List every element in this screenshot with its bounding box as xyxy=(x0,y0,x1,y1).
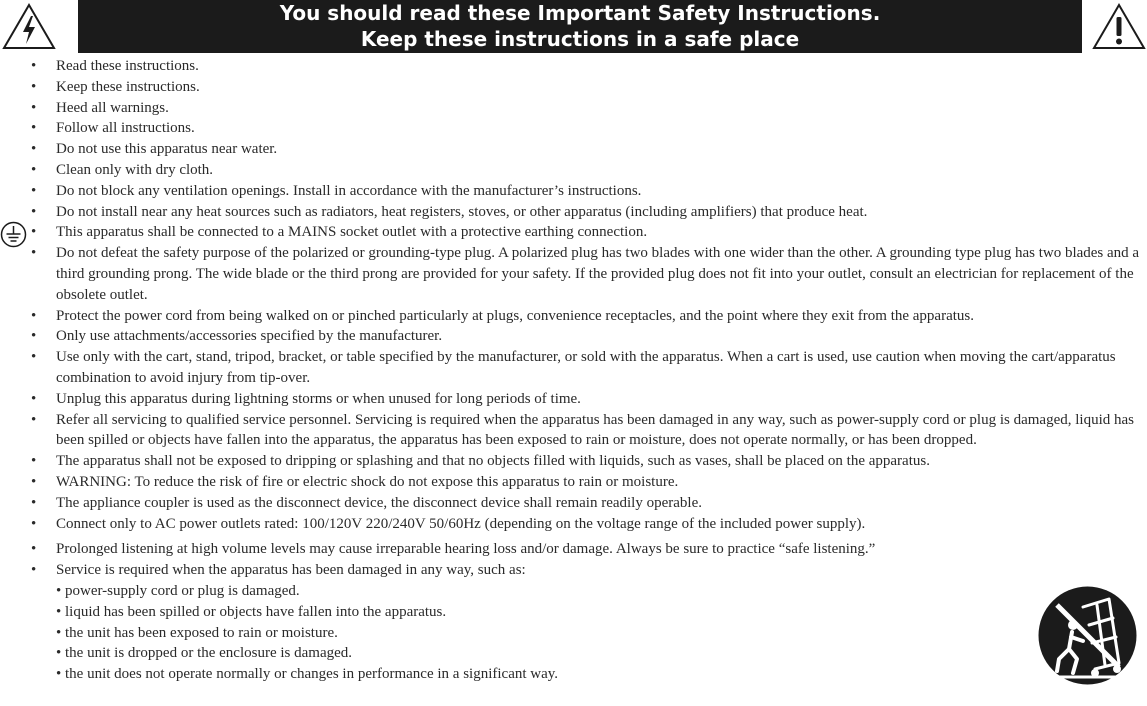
list-item: • Follow all instructions. xyxy=(31,120,195,137)
list-item: • Do not defeat the safety purpose of the polarized or grounding-type plug. A polarized plug has two blades with one wider than the other. A grounding type plug has two blades and a third grounding prong. The wide blade or the third prong are provided for your safety. If the provided plug does not fit into your outlet, consult an electrician for replacement of the obsolete outlet. xyxy=(31,245,1140,303)
sub-item: • power-supply cord or plug is damaged. xyxy=(56,582,300,599)
list-item: • Use only with the cart, stand, tripod, bracket, or table specified by the manufacturer, or sold with the apparatus. When a cart is used, use caution when moving the cart/apparatus combination to avoid injury from tip-over. xyxy=(31,349,1116,386)
sub-item: • liquid has been spilled or objects have fallen into the apparatus. xyxy=(56,603,447,620)
sub-item: • the unit does not operate normally or changes in performance in a significant way. xyxy=(56,666,559,683)
list-item: • Heed all warnings. xyxy=(31,99,169,116)
list-item: • Protect the power cord from being walked on or pinched particularly at plugs, convenience receptacles, and the point where they exit from the apparatus. xyxy=(31,307,974,324)
list-item: • Service is required when the apparatus has been damaged in any way, such as: • power-supply cord or plug is damaged. • liquid has been spilled or objects have fallen into the apparatus. • the unit has been exposed to rain or moisture. • the unit is dropped or the enclosure is damaged. • the unit does not operate normally or changes in performance in a significant way. xyxy=(0,560,1147,685)
list-item: • Prolonged listening at high volume levels may cause irreparable hearing loss and/or damage. Always be sure to practice “safe listening.” xyxy=(31,541,876,558)
list-item: • The apparatus shall not be exposed to dripping or splashing and that no objects filled with liquids, such as vases, shall be placed on the apparatus. xyxy=(31,453,930,470)
list-item: • Refer all servicing to qualified service personnel. Servicing is required when the apparatus has been damaged in any way, such as power-supply cord or plug is damaged, liquid has been spilled or objects have fallen into the apparatus, the apparatus has been exposed to rain or moisture, does not operate normally, or has been dropped. xyxy=(31,411,1134,449)
instruction-list xyxy=(0,56,1147,685)
list-item: • This apparatus shall be connected to a MAINS socket outlet with a protective earthing connection. xyxy=(31,224,648,241)
list-item: • WARNING: To reduce the risk of fire or electric shock do not expose this apparatus to rain or moisture. xyxy=(31,473,679,490)
cart-tipover-warning-icon xyxy=(1037,585,1138,686)
list-item: • Unplug this apparatus during lightning storms or when unused for long periods of time. xyxy=(31,390,581,407)
list-item: • Read these instructions. xyxy=(31,58,199,74)
list-item: • Do not block any ventilation openings. Install in accordance with the manufacturer’s instructions. xyxy=(31,182,642,199)
list-item: • Connect only to AC power outlets rated: 100/120V 220/240V 50/60Hz (depending on the voltage range of the included power supply). xyxy=(31,515,866,532)
list-item: • Clean only with dry cloth. xyxy=(31,161,214,178)
list-item: • Keep these instructions. xyxy=(31,78,200,95)
list-item: • Do not use this apparatus near water. xyxy=(31,141,278,158)
list-item: • The appliance coupler is used as the disconnect device, the disconnect device shall remain readily operable. xyxy=(31,494,702,511)
sub-item: • the unit has been exposed to rain or moisture. xyxy=(56,624,338,641)
sub-item: • the unit is dropped or the enclosure is damaged. xyxy=(56,645,353,662)
list-item: • Only use attachments/accessories specified by the manufacturer. xyxy=(31,328,443,345)
safety-banner xyxy=(78,0,1082,53)
list-item: • Do not install near any heat sources such as radiators, heat registers, stoves, or other apparatus (including amplifiers) that produce heat. xyxy=(31,203,868,220)
lightning-warning-icon xyxy=(2,2,56,50)
banner-title: You should read these Important Safety Instructions. xyxy=(279,1,881,25)
banner-subtitle: Keep these instructions in a safe place xyxy=(360,27,800,51)
exclamation-warning-icon xyxy=(1092,2,1146,50)
